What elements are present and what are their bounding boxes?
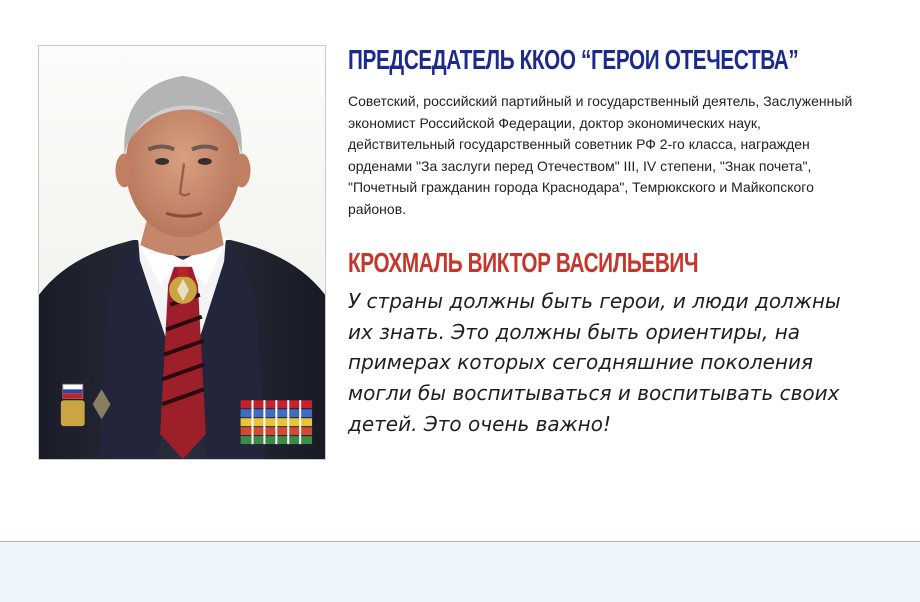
portrait-photo <box>38 45 326 460</box>
footer-band <box>0 541 920 602</box>
role-title: ПРЕДСЕДАТЕЛЬ ККОО “ГЕРОИ ОТЕЧЕСТВА” <box>348 44 799 75</box>
person-name: КРОХМАЛЬ ВИКТОР ВАСИЛЬЕВИЧ <box>348 247 699 278</box>
quote-text: У страны должны быть герои, и люди должны их знать. Это должны быть ориентиры, на примерах которых сегодняшние поколения могли бы воспитываться и воспитывать своих детей. Это очень важно! <box>348 289 841 436</box>
portrait-illustration <box>39 46 325 459</box>
bio-text: Советский, российский партийный и государственный деятель, Заслуженный экономист Российской Федерации, доктор экономических наук, действительный государственный советник РФ 2-го класса, награжден орденами "За заслуги перед Отечеством" III, IV степени, "Знак почета", "Почетный гражданин города Краснодара", Темрюкского и Майкопского районов. <box>348 93 853 217</box>
